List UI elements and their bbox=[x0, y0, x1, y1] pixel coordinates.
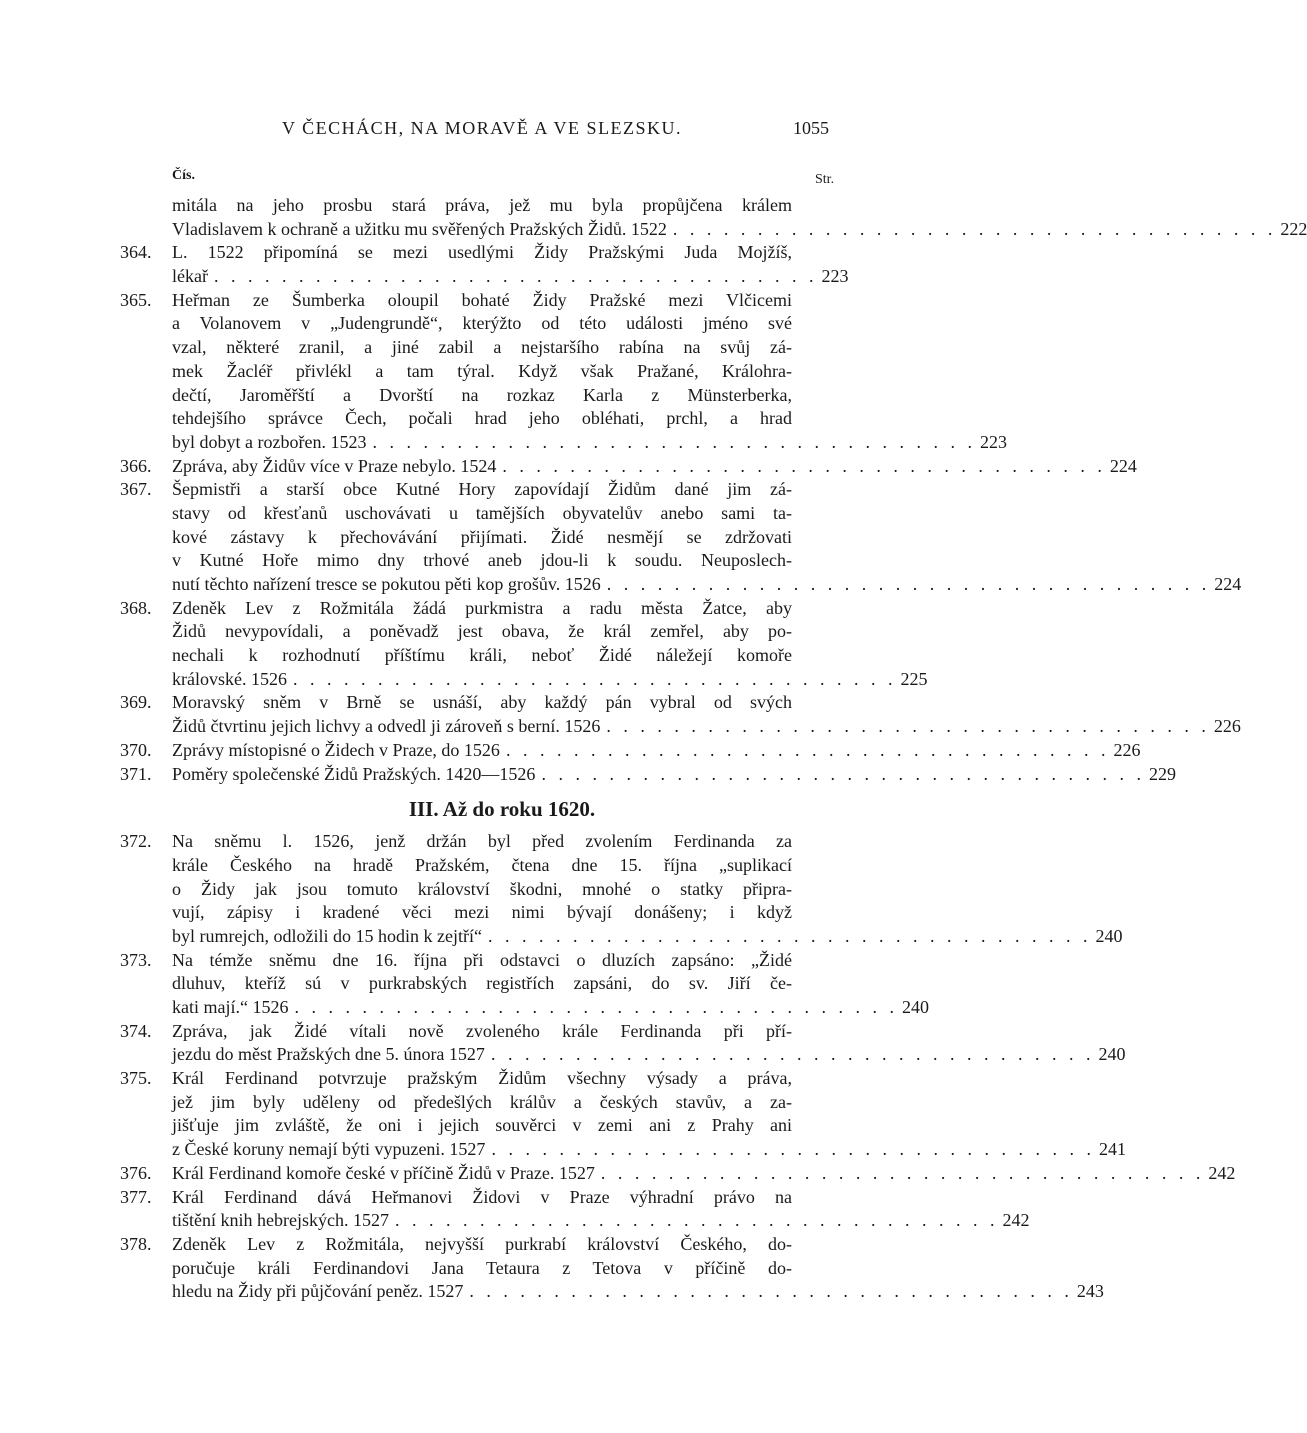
entry-text: hledu na Židy při půjčování peněz. 1527 bbox=[172, 1281, 464, 1302]
entry-line bbox=[120, 949, 792, 973]
leader-dots: . . . . . . . . . . . . . . . . . . . . . . . . . . . . . . . . . . . . bbox=[491, 1139, 1095, 1160]
entry-line bbox=[172, 1209, 1030, 1233]
entry-text: poručuje králi Ferdinandovi Jana Tetaura z Tetova v příčině do- bbox=[172, 1257, 792, 1278]
leader-dots: . . . . . . . . . . . . . . . . . . . . . . . . . . . . . . . . . . . . bbox=[292, 668, 897, 689]
entry-text: Král Ferdinand potvrzuje pražským Židům všechny výsady a práva, bbox=[172, 1068, 792, 1089]
entry-line bbox=[120, 597, 792, 621]
toc-entry bbox=[120, 691, 1241, 738]
leader-dots: . . . . . . . . . . . . . . . . . . . . . . . . . . . . . . . . . . . . bbox=[213, 266, 818, 287]
leader-dots: . . . . . . . . . . . . . . . . . . . . . . . . . . . . . . . . . . . . bbox=[502, 455, 1106, 476]
entry-line bbox=[172, 644, 792, 668]
leader-dots: . . . . . . . . . . . . . . . . . . . . . . . . . . . . . . . . . . . . bbox=[294, 997, 898, 1017]
entry-text: kové zástavy k přechovávání přijímati. Židé nesmějí se zdržovati bbox=[172, 526, 792, 547]
toc-entry bbox=[120, 763, 1176, 787]
toc-entry bbox=[120, 289, 1007, 455]
entry-line bbox=[172, 549, 792, 573]
entry-text: vují, zápisy i kradené věci mezi nimi bývají donášeny; i když bbox=[172, 902, 792, 923]
entry-text: Židů čtvrtinu jejich lichvy a odvedl ji zároveň s berní. 1526 bbox=[172, 716, 601, 737]
entry-text: jezdu do měst Pražských dne 5. února 1527 bbox=[172, 1044, 485, 1065]
entry-page: 223 bbox=[979, 431, 1007, 452]
entry-page: 224 bbox=[1214, 574, 1242, 594]
toc-entry bbox=[120, 1162, 1236, 1186]
entry-page: 243 bbox=[1076, 1281, 1104, 1302]
entry-text: vzal, některé zranil, a jiné zabil a nejstaršího rabína na svůj zá- bbox=[172, 337, 792, 358]
entry-line bbox=[172, 194, 792, 218]
entry-number: 366. bbox=[120, 455, 152, 476]
entry-text: Zprávy místopisné o Židech v Praze, do 1526 bbox=[172, 739, 500, 760]
entry-line bbox=[172, 715, 1241, 739]
entry-line bbox=[172, 1280, 1104, 1304]
toc-entry bbox=[172, 194, 1307, 241]
entry-number: 376. bbox=[120, 1162, 152, 1183]
entry-line bbox=[172, 901, 792, 925]
entry-line bbox=[172, 573, 1242, 597]
entry-line bbox=[172, 384, 792, 408]
entry-line bbox=[172, 1091, 792, 1115]
column-label-number: Čís. bbox=[172, 168, 195, 183]
leader-dots: . . . . . . . . . . . . . . . . . . . . . . . . . . . . . . . . . . . . bbox=[505, 739, 1110, 760]
entry-line bbox=[172, 925, 1123, 949]
entry-line bbox=[120, 478, 792, 502]
toc-section-2 bbox=[120, 830, 1236, 1304]
entry-number: 365. bbox=[120, 289, 152, 310]
entry-page: 226 bbox=[1113, 739, 1141, 760]
column-label-page: Str. bbox=[815, 172, 835, 187]
toc-entry bbox=[120, 830, 1123, 948]
page-number: 1055 bbox=[793, 118, 829, 138]
toc-entry bbox=[120, 1233, 1104, 1304]
entry-number: 367. bbox=[120, 479, 152, 500]
entry-line bbox=[172, 620, 792, 644]
leader-dots: . . . . . . . . . . . . . . . . . . . . . . . . . . . . . . . . . . . . bbox=[600, 1162, 1205, 1183]
entry-text: Zpráva, aby Židův více v Praze nebylo. 1524 bbox=[172, 455, 497, 476]
entry-page: 224 bbox=[1109, 455, 1137, 476]
toc-entry bbox=[120, 597, 928, 692]
entry-line bbox=[172, 265, 849, 289]
entry-text: dečtí, Jaroměřští a Dvorští na rozkaz Karla z Münsterberka, bbox=[172, 384, 792, 405]
entry-text: tištění knih hebrejských. 1527 bbox=[172, 1210, 389, 1231]
entry-text: Poměry společenské Židů Pražských. 1420—1526 bbox=[172, 763, 536, 784]
entry-page: 222 bbox=[1280, 218, 1307, 239]
entry-text: Zpráva, jak Židé vítali nově zvoleného krále Ferdinanda při pří- bbox=[172, 1020, 792, 1041]
entry-text: jišťuje jim zvláště, že oni i jejich souvěrci v zemi ani z Prahy ani bbox=[172, 1115, 792, 1136]
entry-page: 226 bbox=[1213, 716, 1241, 737]
leader-dots: . . . . . . . . . . . . . . . . . . . . . . . . . . . . . . . . . . . . bbox=[394, 1210, 999, 1231]
leader-dots: . . . . . . . . . . . . . . . . . . . . . . . . . . . . . . . . . . . . bbox=[490, 1044, 1095, 1065]
running-title: V ČECHÁCH, NA MORAVĚ A VE SLEZSKU. bbox=[282, 118, 683, 138]
entry-line bbox=[120, 241, 792, 265]
entry-text: královské. 1526 bbox=[172, 668, 287, 689]
toc-entry bbox=[120, 739, 1141, 763]
entry-page: 223 bbox=[821, 266, 849, 287]
entry-line bbox=[120, 1233, 792, 1257]
entry-line bbox=[172, 526, 792, 550]
entry-text: krále Českého na hradě Pražském, čtena dne 15. října „suplikací bbox=[172, 854, 792, 875]
entry-text: v Kutné Hoře mimo dny trhové aneb jdou-li k soudu. Neuposlech- bbox=[172, 550, 792, 571]
entry-line bbox=[172, 854, 792, 878]
entry-line bbox=[120, 739, 1141, 763]
leader-dots: . . . . . . . . . . . . . . . . . . . . . . . . . . . . . . . . . . . . bbox=[541, 763, 1145, 784]
entry-text: Zdeněk Lev z Rožmitála, nejvyšší purkrabí království Českého, do- bbox=[172, 1233, 792, 1254]
entry-number: 377. bbox=[120, 1186, 152, 1207]
entry-text: stavy od křesťanů uschovávati u tamějších obyvatelův anebo sami ta- bbox=[172, 502, 792, 523]
entry-line bbox=[172, 360, 792, 384]
toc-entry bbox=[120, 455, 1137, 479]
entry-line bbox=[172, 668, 928, 692]
entry-text: dluhuv, kteříž sú v purkrabských registřích zapsáni, do sv. Jiří če- bbox=[172, 973, 792, 994]
entry-page: 242 bbox=[1208, 1162, 1236, 1183]
entry-text: mek Žacléř přivlékl a tam týral. Když však Pražané, Králohra- bbox=[172, 360, 792, 381]
entry-page: 229 bbox=[1148, 763, 1176, 784]
entry-number: 374. bbox=[120, 1020, 152, 1041]
entry-text: Židů nevypovídali, a poněvadž jest obava, že král zemřel, aby po- bbox=[172, 621, 792, 642]
toc-entry bbox=[120, 1020, 1126, 1067]
entry-text: nutí těchto nařízení tresce se pokutou pěti kop grošův. 1526 bbox=[172, 574, 601, 594]
entry-line bbox=[172, 312, 792, 336]
entry-text: Vladislavem k ochraně a užitku mu svěřených Pražských Židů. 1522 bbox=[172, 218, 667, 239]
entry-text: o Židy jak jsou tomuto království škodni, mnohé o statky připra- bbox=[172, 878, 792, 899]
entry-line bbox=[172, 972, 792, 996]
entry-line bbox=[120, 691, 792, 715]
entry-text: nechali k rozhodnutí příštímu králi, neboť Židé náležejí komoře bbox=[172, 645, 792, 666]
toc-entry bbox=[120, 241, 849, 288]
entry-number: 378. bbox=[120, 1233, 152, 1254]
entry-text: lékař bbox=[172, 266, 208, 287]
leader-dots: . . . . . . . . . . . . . . . . . . . . . . . . . . . . . . . . . . . . bbox=[469, 1281, 1073, 1302]
entry-text: Král Ferdinand komoře české v příčině Židů v Praze. 1527 bbox=[172, 1162, 595, 1183]
entry-line bbox=[172, 1114, 792, 1138]
entry-text: byl dobyt a rozbořen. 1523 bbox=[172, 431, 367, 452]
entry-number: 369. bbox=[120, 692, 152, 713]
entry-number: 370. bbox=[120, 739, 152, 760]
entry-line bbox=[172, 1138, 1126, 1162]
entry-line bbox=[172, 878, 792, 902]
entry-number: 364. bbox=[120, 242, 152, 263]
toc-section-1 bbox=[120, 194, 1307, 786]
entry-text: L. 1522 připomíná se mezi usedlými Židy Pražskými Juda Mojžíš, bbox=[172, 242, 792, 263]
entry-text: Zdeněk Lev z Rožmitála žádá purkmistra a radu města Žatce, aby bbox=[172, 597, 792, 618]
entry-page: 240 bbox=[1098, 1044, 1126, 1065]
entry-page: 241 bbox=[1098, 1139, 1126, 1160]
entry-page: 240 bbox=[1095, 925, 1123, 946]
leader-dots: . . . . . . . . . . . . . . . . . . . . . . . . . . . . . . . . . . . . bbox=[606, 574, 1211, 594]
leader-dots: . . . . . . . . . . . . . . . . . . . . . . . . . . . . . . . . . . . . bbox=[487, 925, 1092, 946]
entry-line bbox=[172, 336, 792, 360]
entry-line bbox=[120, 455, 1137, 479]
entry-text: Heřman ze Šumberka oloupil bohaté Židy Pražské mezi Vlčicemi bbox=[172, 289, 792, 310]
toc-entry bbox=[120, 949, 929, 1020]
entry-number: 375. bbox=[120, 1068, 152, 1089]
leader-dots: . . . . . . . . . . . . . . . . . . . . . . . . . . . . . . . . . . . . bbox=[372, 431, 976, 452]
entry-line bbox=[120, 1020, 792, 1044]
entry-line bbox=[172, 218, 1307, 242]
entry-text: Moravský sněm v Brně se usnáší, aby každý pán vybral od svých bbox=[172, 692, 792, 713]
toc-entry bbox=[120, 478, 1242, 596]
entry-text: kati mají.“ 1526 bbox=[172, 997, 289, 1017]
entry-text: Šepmistři a starší obce Kutné Hory zapovídají Židům dané jim zá- bbox=[172, 479, 792, 500]
entry-text: Král Ferdinand dává Heřmanovi Židovi v Praze výhradní právo na bbox=[172, 1186, 792, 1207]
entry-page: 240 bbox=[901, 997, 929, 1017]
entry-text: mitála na jeho prosbu stará práva, jež mu byla propůjčena králem bbox=[172, 195, 792, 215]
entry-line bbox=[172, 502, 792, 526]
entry-text: z České koruny nemají býti vypuzeni. 1527 bbox=[172, 1139, 486, 1160]
entry-number: 372. bbox=[120, 831, 152, 852]
entry-line bbox=[172, 1257, 792, 1281]
entry-line bbox=[172, 996, 929, 1020]
entry-line bbox=[120, 1067, 792, 1091]
entry-line bbox=[120, 1186, 792, 1210]
entry-page: 225 bbox=[900, 668, 928, 689]
entry-number: 368. bbox=[120, 597, 152, 618]
section-heading: III. Až do roku 1620. bbox=[408, 797, 596, 822]
entry-text: a Volanovem v „Judengrundě“, kterýžto od této události jméno své bbox=[172, 313, 792, 334]
entry-line bbox=[120, 830, 792, 854]
entry-text: Na sněmu l. 1526, jenž držán byl před zvolením Ferdinanda za bbox=[172, 831, 792, 852]
entry-text: tehdejšího správce Čech, počali hrad jeho obléhati, prchl, a hrad bbox=[172, 408, 792, 429]
entry-number: 371. bbox=[120, 763, 152, 784]
toc-entry bbox=[120, 1186, 1030, 1233]
table-of-contents bbox=[120, 194, 1307, 1304]
entry-line bbox=[120, 289, 792, 313]
entry-line bbox=[172, 407, 792, 431]
entry-page: 242 bbox=[1002, 1210, 1030, 1231]
entry-line bbox=[120, 763, 1176, 787]
entry-line bbox=[172, 1043, 1126, 1067]
entry-line bbox=[120, 1162, 1236, 1186]
entry-line bbox=[172, 431, 1007, 455]
entry-text: jež jim byly uděleny od předešlých králův a českých stavův, a za- bbox=[172, 1091, 792, 1112]
toc-entry bbox=[120, 1067, 1126, 1162]
entry-number: 373. bbox=[120, 949, 152, 970]
leader-dots: . . . . . . . . . . . . . . . . . . . . . . . . . . . . . . . . . . . . bbox=[672, 218, 1277, 239]
leader-dots: . . . . . . . . . . . . . . . . . . . . . . . . . . . . . . . . . . . . bbox=[606, 716, 1210, 737]
entry-text: Na témže sněmu dne 16. října při odstavci o dluzích zapsáno: „Židé bbox=[172, 949, 792, 970]
entry-text: byl rumrejch, odložili do 15 hodin k zejtří“ bbox=[172, 925, 482, 946]
